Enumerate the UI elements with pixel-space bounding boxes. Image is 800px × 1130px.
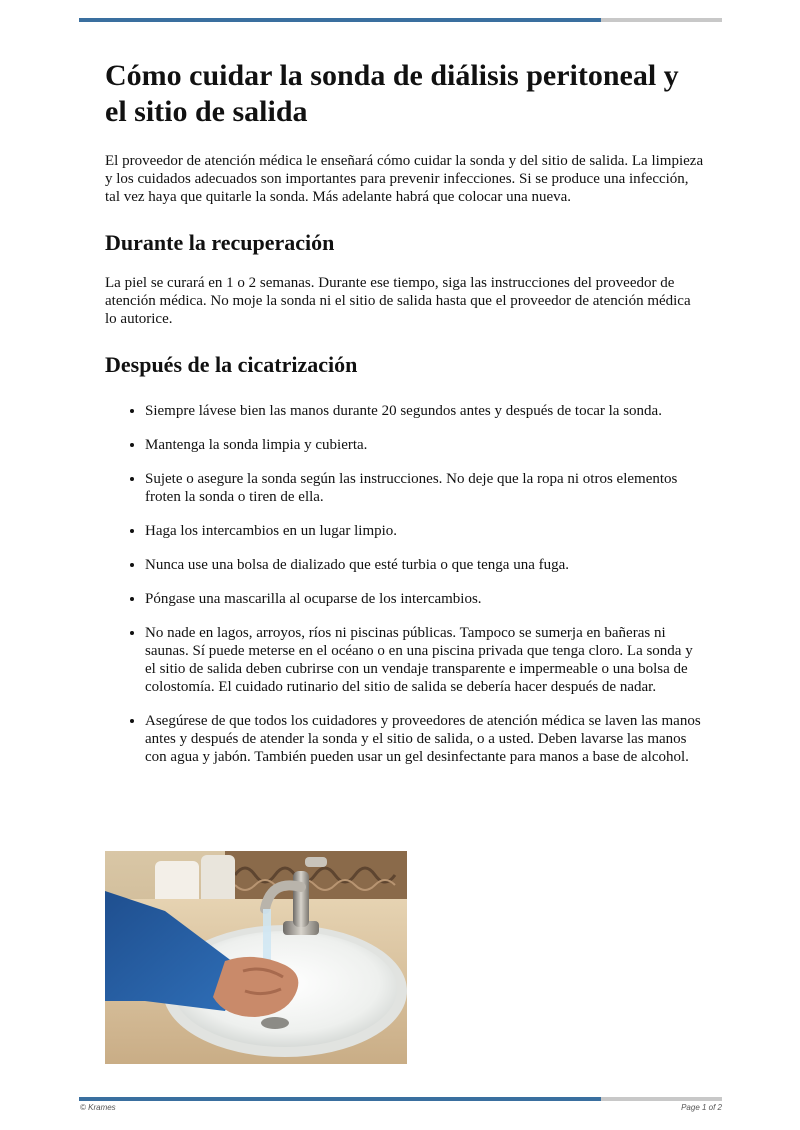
intro-paragraph: El proveedor de atención médica le enseñará cómo cuidar la sonda y del sitio de salida. La limpieza y los cuidados adecuados son importantes para prevenir infecciones. Si se produce una infección, tal vez haya que quitarle la sonda. Más adelante habrá que colocar una nueva.	[105, 153, 704, 205]
list-item: • Siempre lávese bien las manos durante 20 segundos antes y después de tocar la sonda.	[145, 402, 705, 420]
list-item: • Mantenga la sonda limpia y cubierta.	[145, 436, 705, 454]
footer-page-number: Page 1 of 2	[681, 1103, 722, 1112]
care-instructions-list	[105, 402, 705, 766]
recovery-paragraph: La piel se curará en 1 o 2 semanas. Durante ese tiempo, siga las instrucciones del proveedor de atención médica. No moje la sonda ni el sitio de salida hasta que el proveedor de atención médica lo autorice.	[105, 275, 691, 327]
handwashing-photo	[105, 851, 407, 1064]
list-item: • Nunca use una bolsa de dializado que esté turbia o que tenga una fuga.	[145, 556, 705, 574]
top-accent-bar-blue	[79, 18, 601, 22]
document-body	[105, 58, 705, 782]
list-item: • Póngase una mascarilla al ocuparse de los intercambios.	[145, 590, 705, 608]
list-item: • No nade en lagos, arroyos, ríos ni piscinas públicas. Tampoco se sumerja en bañeras ni saunas. Sí puede meterse en el océano o en una piscina privada que tenga cloro. La sonda y el sitio de salida deben cubrirse con un vendaje transparente e impermeable o una bolsa de colostomía. El cuidado rutinario del sitio de salida se debería hacer después de nadar.	[145, 624, 705, 696]
list-item: • Asegúrese de que todos los cuidadores y proveedores de atención médica se laven las manos antes y después de atender la sonda y el sitio de salida, o a usted. Deben lavarse las manos con agua y jabón. También pueden usar un gel desinfectante para manos a base de alcohol.	[145, 712, 705, 766]
list-item: • Sujete o asegure la sonda según las instrucciones. No deje que la ropa ni otros elementos froten la sonda o tiren de ella.	[145, 470, 705, 506]
bottom-accent-bar-gray	[601, 1097, 722, 1101]
bottom-accent-bar	[79, 1097, 722, 1101]
footer-copyright: © Krames	[80, 1103, 116, 1112]
section-heading-after-healing: Después de la cicatrización	[105, 352, 358, 377]
page-title: Cómo cuidar la sonda de diálisis peritoneal y el sitio de salida	[105, 59, 679, 128]
bottom-accent-bar-blue	[79, 1097, 601, 1101]
top-accent-bar-gray	[601, 18, 722, 22]
section-heading-recovery: Durante la recuperación	[105, 230, 335, 255]
list-item: • Haga los intercambios en un lugar limpio.	[145, 522, 705, 540]
top-accent-bar	[79, 18, 722, 22]
